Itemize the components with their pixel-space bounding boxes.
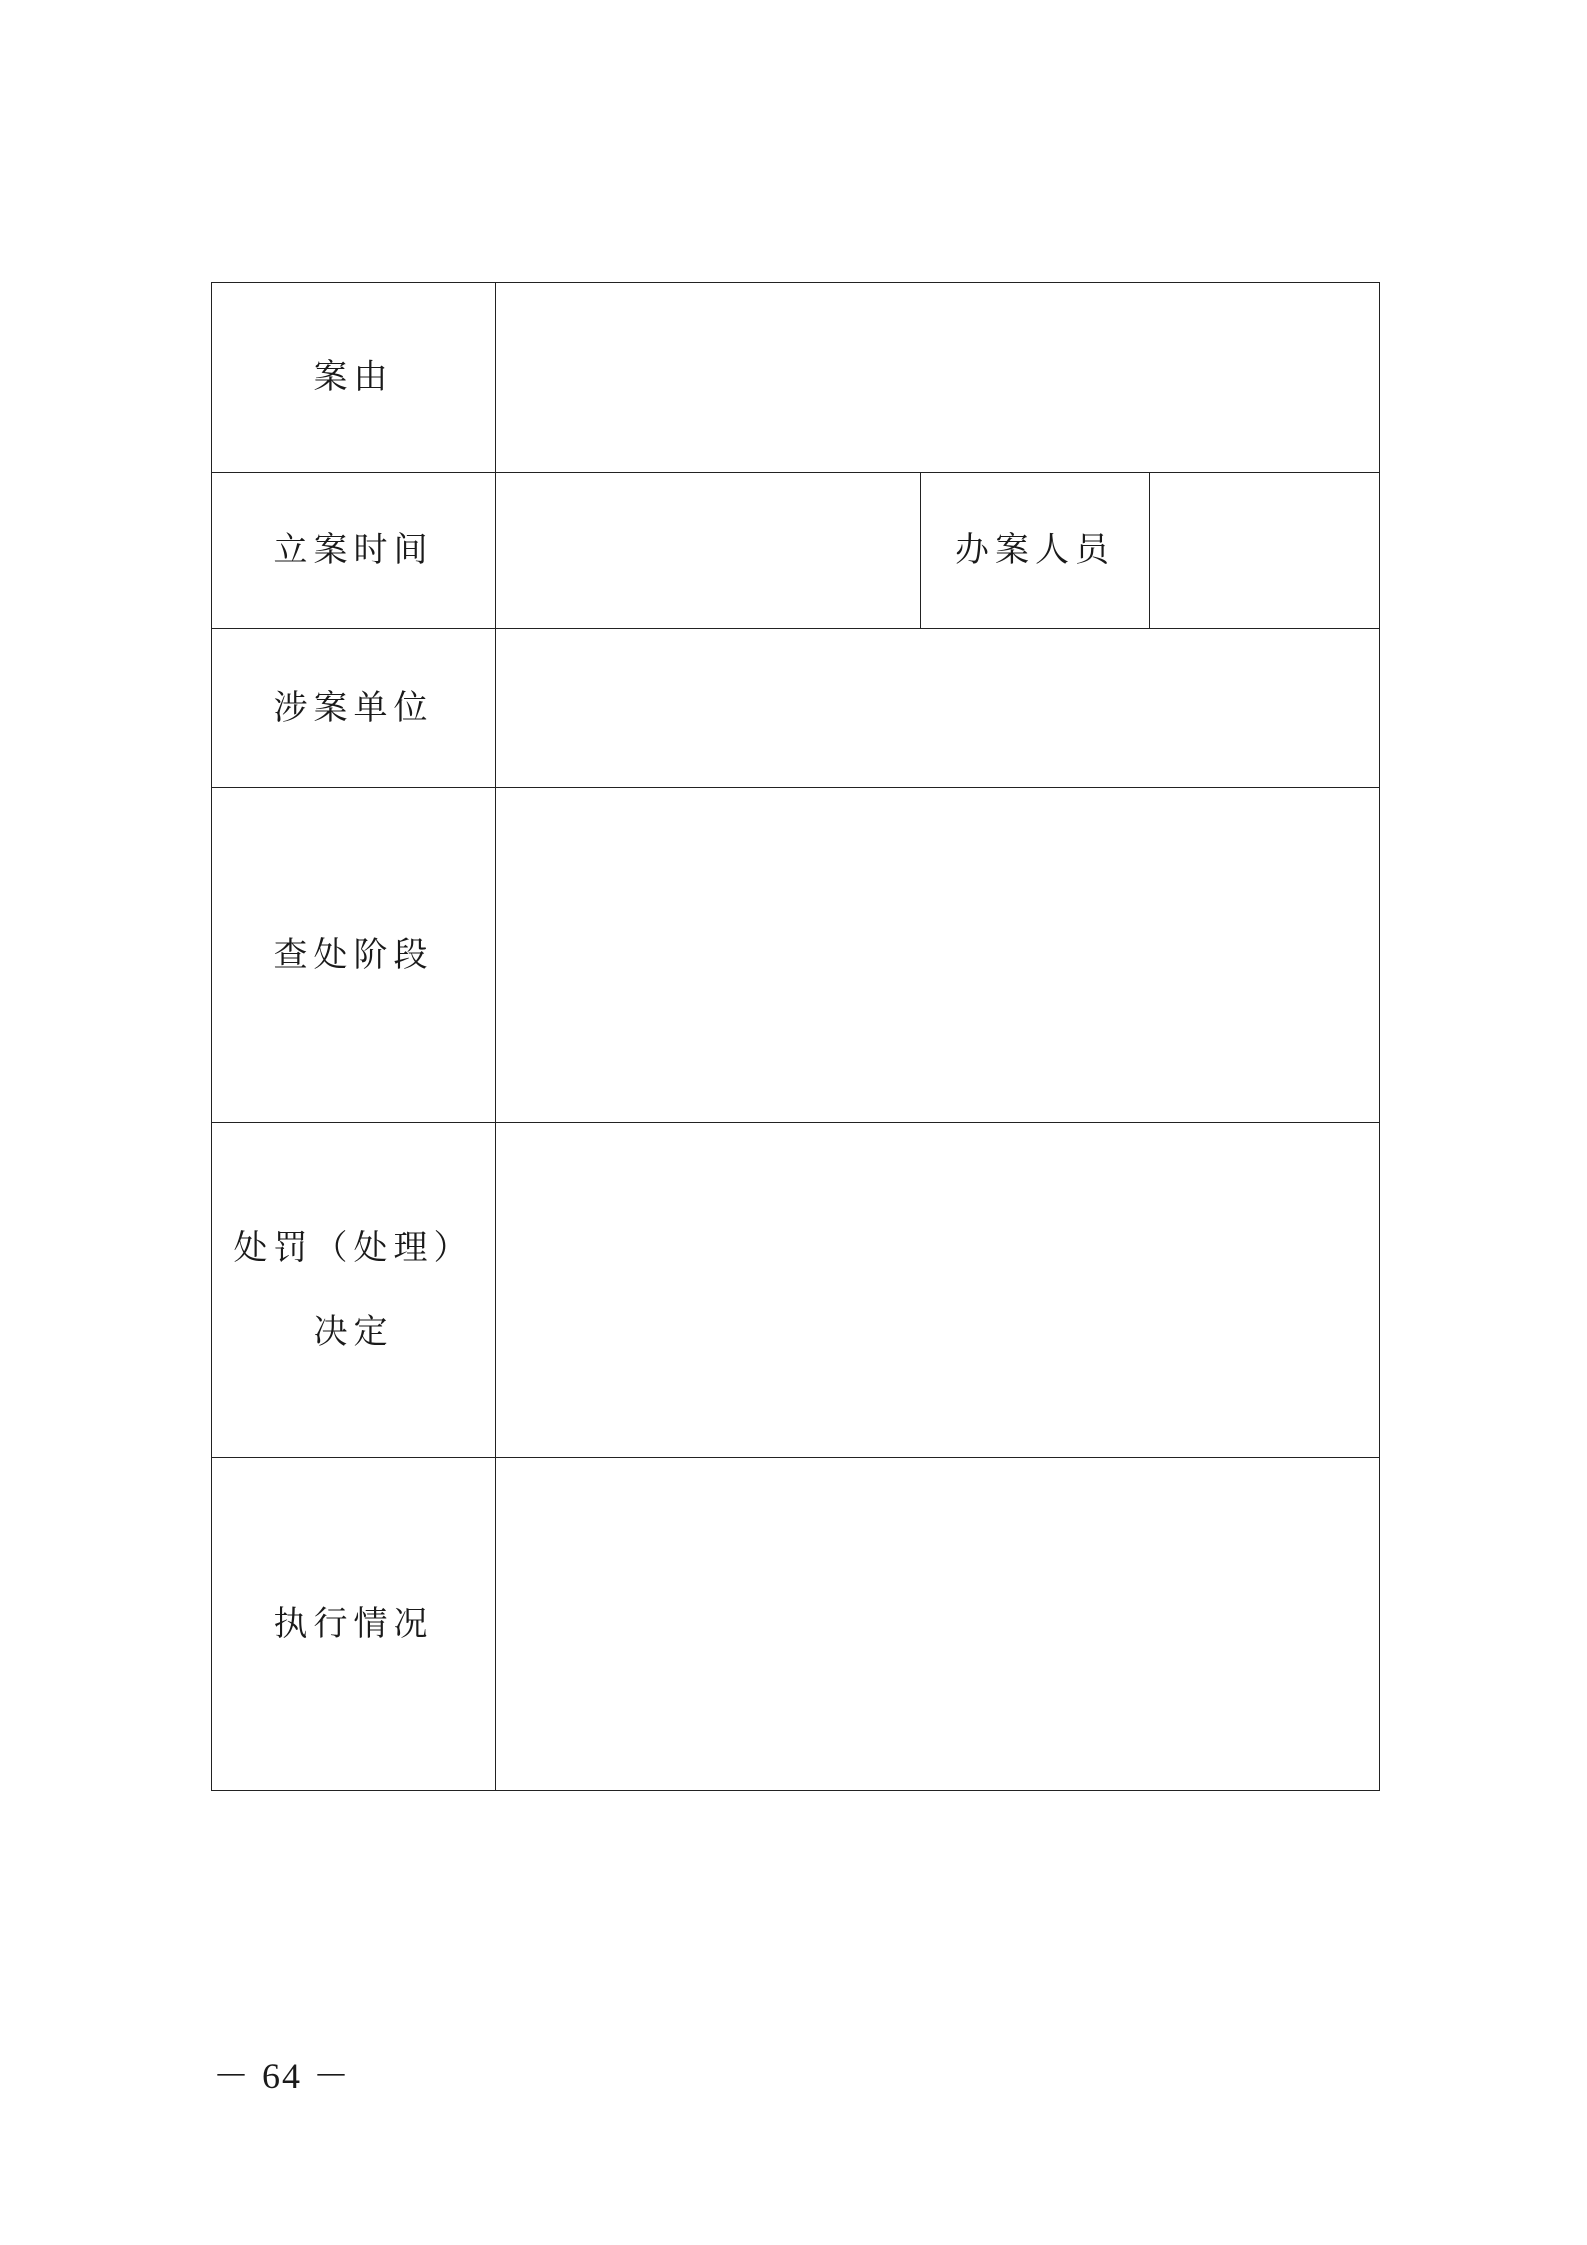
- row-involved-unit: [212, 629, 1380, 788]
- investigation-stage-label: 查处阶段: [212, 788, 496, 1123]
- case-record-form: [211, 282, 1380, 1791]
- execution-status-field[interactable]: [496, 1458, 1380, 1791]
- page-number: － 64 －: [213, 2056, 352, 2096]
- execution-status-label: 执行情况: [212, 1458, 496, 1791]
- investigation-stage-field[interactable]: [496, 788, 1380, 1123]
- case-cause-label: 案由: [212, 283, 496, 473]
- row-case-cause: [212, 283, 1380, 473]
- penalty-decision-label-line2: 决定: [313, 1312, 394, 1352]
- penalty-decision-field[interactable]: [496, 1123, 1380, 1458]
- row-execution-status: [212, 1458, 1380, 1791]
- row-investigation-stage: [212, 788, 1380, 1123]
- filing-time-field[interactable]: [496, 473, 921, 629]
- row-filing-time: [212, 473, 1380, 629]
- penalty-decision-label: [212, 1123, 496, 1458]
- row-penalty-decision: [212, 1123, 1380, 1458]
- filing-time-label: 立案时间: [212, 473, 496, 629]
- penalty-decision-label-line1: 处罚（处理）: [233, 1228, 474, 1268]
- handler-label: 办案人员: [921, 473, 1150, 629]
- case-cause-field[interactable]: [496, 283, 1380, 473]
- involved-unit-field[interactable]: [496, 629, 1380, 788]
- involved-unit-label: 涉案单位: [212, 629, 496, 788]
- handler-field[interactable]: [1150, 473, 1380, 629]
